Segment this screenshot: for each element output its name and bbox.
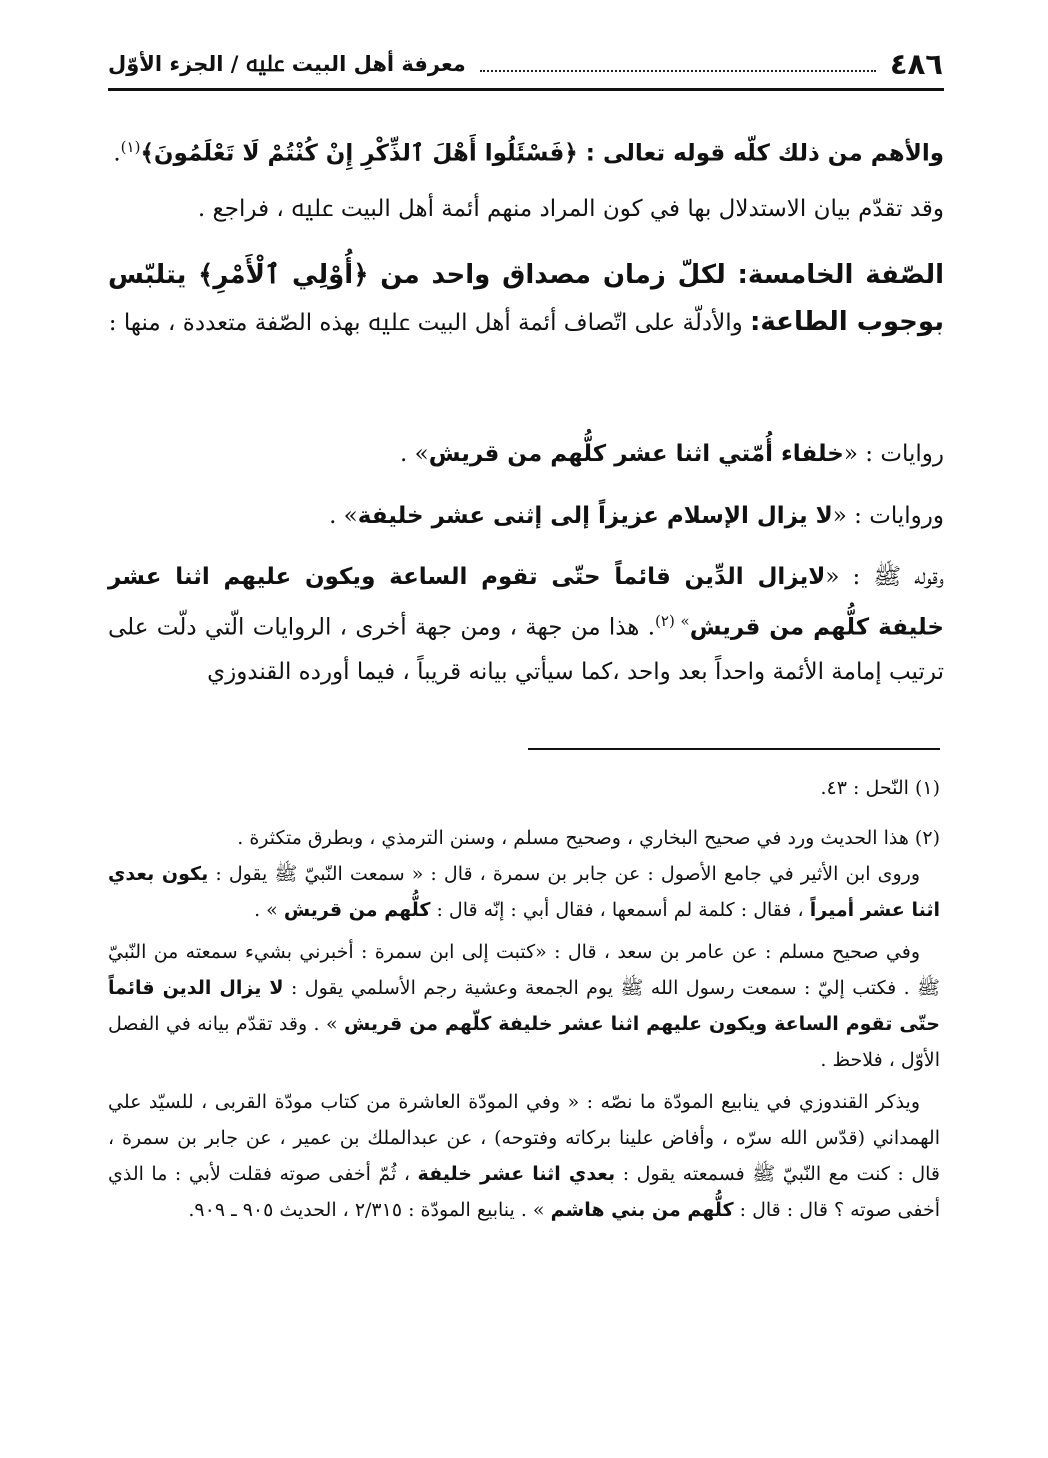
footnote-2-para-b [108,856,940,928]
fn2-c-end: » . وقد تقدّم بيانه في الفصل الأوّل ، فلاحظ . [108,1013,940,1071]
footnote-ref-2[interactable]: » (٢) [655,612,690,630]
narration-3-rest: . هذا من جهة ، ومن جهة أخرى ، الروايات الّتي دلّت على ترتيب إمامة الأئمة واحداً بعد واحد ،كما سيأتي بيانه قريباً ، فيما أورده القندوزي [108,614,944,685]
header-title: معرفة أهل البيت ﷷ / الجزء الأوّل [108,52,466,76]
fn2-b-bold2: كلُّهم من قريش [283,899,431,921]
footnote-2 [108,820,940,1228]
section-text: والأدلّة على اتّصاف أئمة أهل البيت ﷷ بهذه الصّفة متعددة ، منها : [108,310,743,336]
narration-3-text: لايزال الدِّين قائماً حتّى تقوم الساعة ويكون عليهم اثنا عشر خليفة كلُّهم من قريش [108,564,944,641]
fn2-b-prefix: وروى ابن الأثير في جامع الأصول : عن جابر بن سمرة ، قال : « سمعت النّبيّ ﷺ يقول : [215,863,920,885]
footnote-2-para-d [108,1084,940,1228]
narration-1 [108,432,944,476]
narration-1-prefix: روايات : « [843,441,944,467]
narration-2 [108,494,944,538]
fn2-b-mid: ، فقال : كلمة لم أسمعها ، فقال أبي : إنّه قال : [436,899,804,921]
paragraph-reference: وقد تقدّم بيان الاستدلال بها في كون المراد منهم أئمة أهل البيت ﷷ ، فراجع . [197,196,944,222]
fn2-d-end: » . ينابيع المودّة : ٢/٣١٥ ، الحديث ٩٠٥ ـ ٩٠٩. [188,1199,545,1221]
narration-2-suffix: » . [329,503,358,529]
verse-end: . [113,140,121,167]
header-leader-dots [480,68,876,72]
fn2-c-prefix: وفي صحيح مسلم : عن عامر بن سعد ، قال : «كتبت إلى ابن سمرة : أخبرني بشيء سمعته من النّبيّ ﷺ . فكتب إليّ : سمعت رسول الله ﷺ يوم الجمعة وعشية رجم الأسلمي يقول : [108,941,940,999]
section-heading: الصّفة الخامسة: لكلّ زمان مصداق واحد من ﴿أُوْلِي ٱلْأَمْرِ﴾ يتلبّس بوجوب الطاعة: [108,260,944,337]
narration-2-text: لا يزال الإسلام عزيزاً إلى إثنى عشر خليفة [357,503,833,529]
paragraph-verse [108,125,944,176]
narration-2-prefix: وروايات : « [832,503,944,529]
footnote-2-para-c [108,934,940,1078]
narration-3 [108,555,944,694]
running-header [108,44,943,84]
footnote-1: (١) النّحل : ٤٣. [820,777,940,799]
fn2-d-prefix: ويذكر القندوزي في ينابيع المودّة ما نصّه : « وفي المودّة العاشرة من كتاب مودّة القربى ، للسيّد علي الهمداني (قدّس الله سرّه ، وأفاض علينا بركاته وفتوحه) ، عن عبدالملك بن عمير ، عن جابر بن سمرة ، قال : كنت مع النّبيّ ﷺ فسمعته يقول : [108,1091,940,1185]
fn2-d-bold2: كلُّهم من بني هاشم [550,1199,734,1221]
fn2-b-end: » . [254,899,278,921]
narration-3-prefix: وقوله ﷺ : « [825,564,945,590]
page-number: ٤٨٦ [889,47,943,81]
footnote-2-line-a: (٢) هذا الحديث ورد في صحيح البخاري ، وصحيح مسلم ، وسنن الترمذي ، وبطرق متكثرة . [237,827,940,849]
fn2-b-bold1: يكون بعدي اثنا عشر أميراً [108,863,940,921]
fn2-d-bold1: بعدي اثنا عشر خليفة [417,1163,616,1185]
header-rule [108,88,944,91]
narration-1-suffix: » . [400,441,429,467]
verse-text: والأهم من ذلك كلّه قوله تعالى : ﴿فَسْئَلُوا أَهْلَ ٱلذِّكْرِ إِنْ كُنْتُمْ لَا تَعْلَمُونَ﴾ [140,140,944,167]
footnote-separator [528,748,940,750]
paragraph-fifth-attribute [108,252,944,346]
footnote-ref-1[interactable]: (١) [120,138,141,156]
fn2-c-bold: لا يزال الدين قائماً حتّى تقوم الساعة ويكون عليهم اثنا عشر خليفة كلّهم من قريش [108,977,940,1035]
fn2-d-mid: ، ثُمّ أخفى صوته فقلت لأبي : ما الذي أخفى صوته ؟ قال : قال : [108,1163,940,1221]
narration-1-text: خلفاء أُمّتي اثنا عشر كلُّهم من قريش [428,441,844,467]
